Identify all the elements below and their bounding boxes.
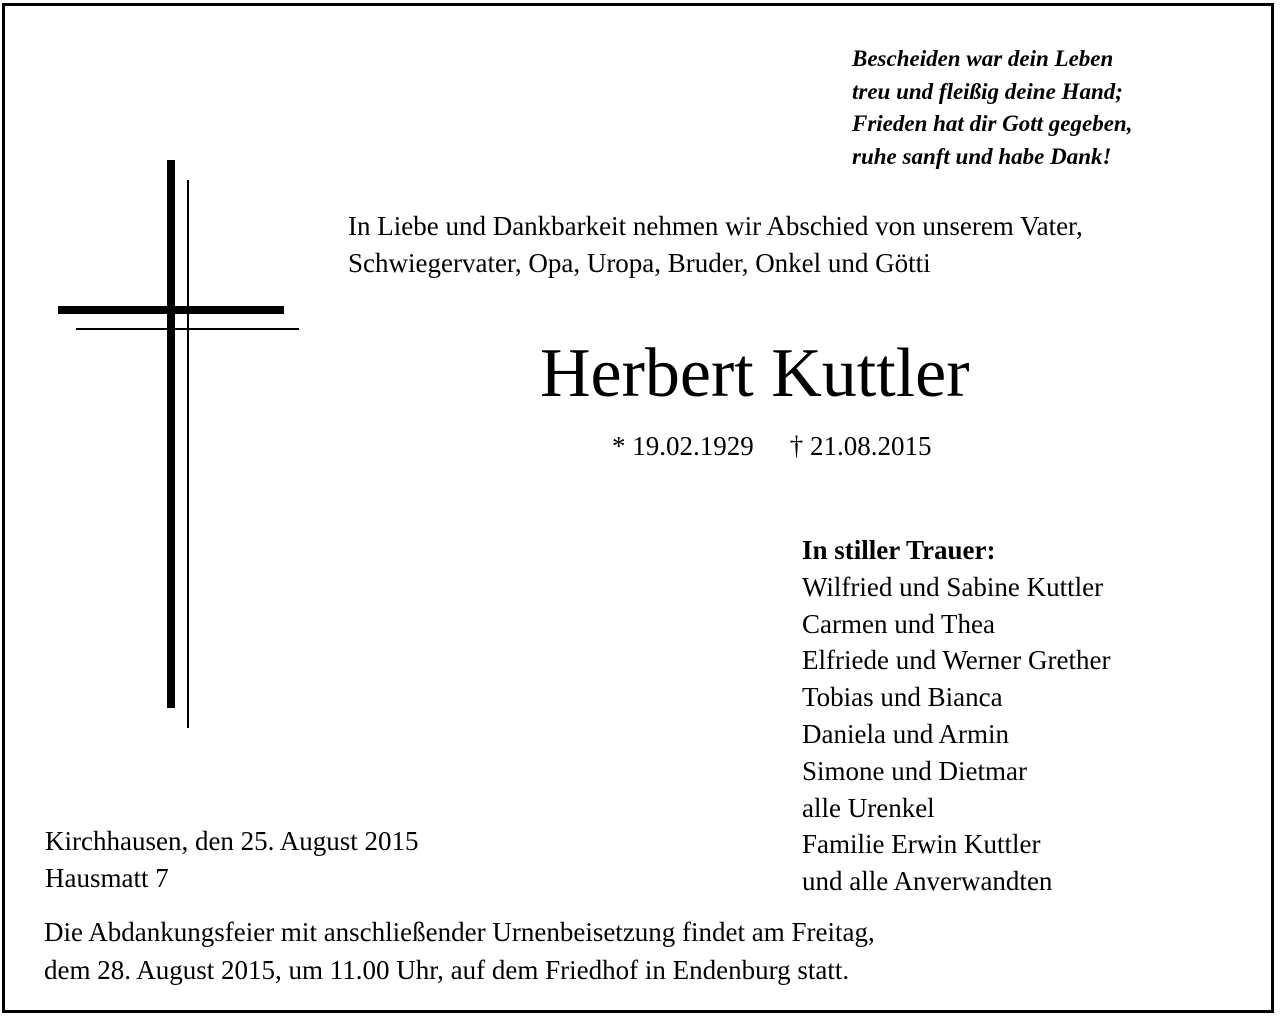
- cross-icon: [0, 0, 310, 740]
- poem-line: Bescheiden war dein Leben: [852, 46, 1114, 71]
- poem-line: Frieden hat dir Gott gegeben,: [852, 111, 1133, 136]
- ceremony-line: dem 28. August 2015, um 11.00 Uhr, auf dem Friedhof in Endenburg statt.: [44, 955, 850, 985]
- poem-line: treu und fleißig deine Hand;: [852, 78, 1123, 104]
- list-item: Daniela und Armin: [802, 718, 1009, 749]
- ceremony-line: Die Abdankungsfeier mit anschließender Urnenbeisetzung findet am Freitag,: [44, 917, 875, 947]
- list-item: und alle Anverwandten: [802, 866, 1053, 897]
- deceased-name: Herbert Kuttler: [540, 335, 970, 412]
- list-item: Wilfried und Sabine Kuttler: [802, 571, 1104, 602]
- life-dates: [612, 428, 932, 464]
- list-item: Tobias und Bianca: [802, 682, 1003, 713]
- mourners-list: [802, 532, 1110, 900]
- poem-line: ruhe sanft und habe Dank!: [852, 143, 1112, 169]
- intro-line: In Liebe und Dankbarkeit nehmen wir Abschied von unserem Vater,: [348, 211, 1083, 241]
- birth-date: * 19.02.1929: [612, 431, 754, 461]
- list-item: Simone und Dietmar: [802, 755, 1027, 786]
- list-item: alle Urenkel: [802, 792, 935, 823]
- place-and-date: [45, 823, 418, 897]
- poem-verse: [852, 43, 1132, 173]
- list-item: Carmen und Thea: [802, 608, 995, 639]
- list-item: Elfriede und Werner Grether: [802, 645, 1111, 676]
- place-date-line: Kirchhausen, den 25. August 2015: [45, 826, 419, 856]
- address-line: Hausmatt 7: [45, 863, 169, 893]
- list-item: Familie Erwin Kuttler: [802, 829, 1041, 860]
- mourners-heading: In stiller Trauer:: [802, 535, 996, 565]
- intro-line: Schwiegervater, Opa, Uropa, Bruder, Onkel und Götti: [348, 248, 931, 278]
- ceremony-info: [44, 913, 875, 989]
- farewell-intro: [348, 208, 1083, 282]
- death-date: † 21.08.2015: [789, 431, 932, 461]
